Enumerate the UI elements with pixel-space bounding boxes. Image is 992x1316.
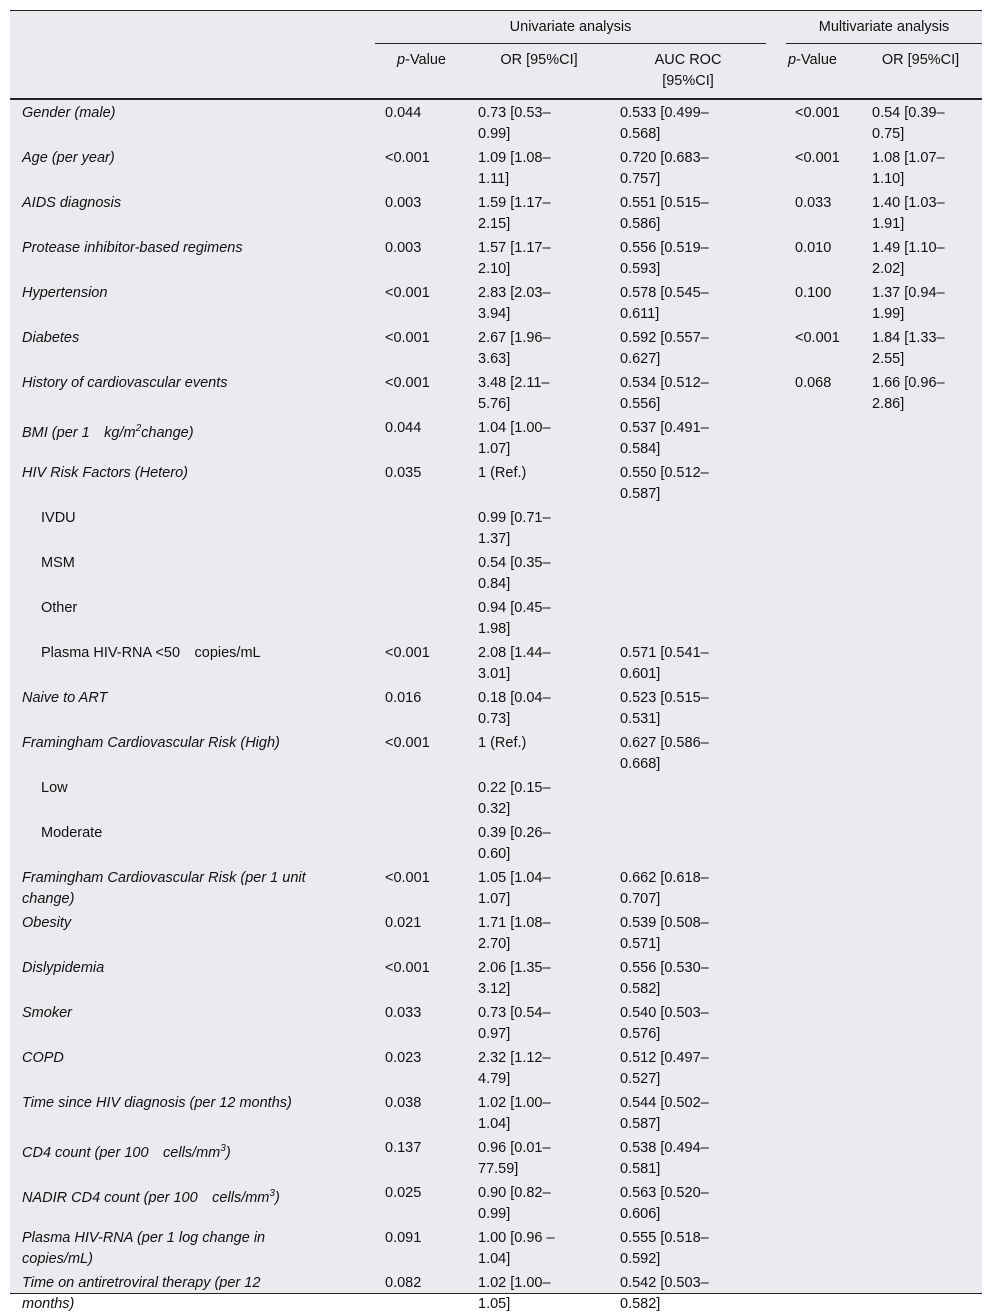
or-uni: 1.71 [1.08– 2.70] — [478, 915, 551, 952]
row-label: Framingham Cardiovascular Risk (per 1 unit change) — [22, 870, 306, 907]
auc-roc: 0.556 [0.530– 0.582] — [620, 960, 709, 997]
p-value-multi — [766, 820, 859, 865]
or-multi: 1.49 [1.10– 2.02] — [872, 240, 945, 277]
row-label: Diabetes — [22, 330, 80, 346]
table-row — [10, 1270, 982, 1316]
row-label: Plasma HIV-RNA <50 copies/mL — [41, 645, 261, 661]
auc-roc — [610, 820, 766, 865]
p-value-uni: <0.001 — [385, 870, 430, 886]
table-row — [10, 640, 982, 685]
row-label: Framingham Cardiovascular Risk (High) — [22, 735, 280, 751]
row-label: Naive to ART — [22, 690, 108, 706]
p-value-uni: 0.003 — [385, 240, 422, 256]
p-value-uni: 0.044 — [385, 420, 422, 436]
or-multi — [859, 865, 982, 910]
or-uni: 1.02 [1.00– 1.05] — [478, 1275, 551, 1312]
table-row — [10, 1000, 982, 1045]
auc-roc — [610, 775, 766, 820]
results-table — [10, 11, 982, 1316]
p-value-uni: 0.035 — [385, 465, 422, 481]
table-row — [10, 99, 982, 145]
auc-roc: 0.578 [0.545– 0.611] — [620, 285, 709, 322]
or-multi: 1.84 [1.33– 2.55] — [872, 330, 945, 367]
or-multi — [859, 1090, 982, 1135]
auc-roc: 0.523 [0.515– 0.531] — [620, 690, 709, 727]
or-uni: 1.02 [1.00– 1.04] — [478, 1095, 551, 1132]
header-p-value-uni: p-Value — [375, 44, 468, 99]
or-uni: 1.57 [1.17– 2.10] — [478, 240, 551, 277]
or-multi — [859, 460, 982, 505]
row-label: Time on antiretroviral therapy (per 12 months) — [22, 1275, 261, 1312]
p-value-uni: 0.023 — [385, 1050, 422, 1066]
p-value-uni: <0.001 — [385, 645, 430, 661]
p-value-multi — [766, 775, 859, 820]
or-multi — [859, 550, 982, 595]
p-value-uni: 0.082 — [385, 1275, 422, 1291]
row-label: Age (per year) — [22, 150, 115, 166]
or-uni: 0.22 [0.15– 0.32] — [478, 780, 551, 817]
or-uni: 0.90 [0.82– 0.99] — [478, 1185, 551, 1222]
or-uni: 1.05 [1.04– 1.07] — [478, 870, 551, 907]
auc-roc: 0.540 [0.503– 0.576] — [620, 1005, 709, 1042]
p-value-multi — [766, 1135, 859, 1180]
or-uni: 0.73 [0.53– 0.99] — [478, 105, 551, 142]
p-value-multi — [766, 685, 859, 730]
or-multi — [859, 910, 982, 955]
p-value-uni: 0.033 — [385, 1005, 422, 1021]
or-uni: 0.99 [0.71– 1.37] — [478, 510, 551, 547]
p-value-uni: 0.038 — [385, 1095, 422, 1111]
or-multi: 0.54 [0.39– 0.75] — [872, 105, 945, 142]
table-row — [10, 280, 982, 325]
table-row — [10, 1090, 982, 1135]
table-row — [10, 1045, 982, 1090]
auc-roc: 0.550 [0.512– 0.587] — [620, 465, 709, 502]
or-multi: 1.37 [0.94– 1.99] — [872, 285, 945, 322]
row-label: Plasma HIV-RNA (per 1 log change in copies/mL) — [22, 1230, 266, 1267]
or-multi — [859, 1135, 982, 1180]
p-value-uni: <0.001 — [385, 960, 430, 976]
p-value-multi — [766, 1225, 859, 1270]
or-multi — [859, 1000, 982, 1045]
p-value-uni: <0.001 — [385, 735, 430, 751]
table-row — [10, 550, 982, 595]
auc-roc: 0.556 [0.519– 0.593] — [620, 240, 709, 277]
p-value-multi: 0.033 — [795, 195, 832, 211]
p-value-multi — [766, 460, 859, 505]
or-multi: 1.08 [1.07– 1.10] — [872, 150, 945, 187]
auc-roc: 0.537 [0.491– 0.584] — [620, 420, 709, 457]
table-row — [10, 1225, 982, 1270]
p-value-uni: 0.137 — [385, 1140, 422, 1156]
header-blank — [10, 11, 375, 44]
row-label: Gender (male) — [22, 105, 116, 121]
p-value-multi — [766, 1090, 859, 1135]
or-uni: 2.06 [1.35– 3.12] — [478, 960, 551, 997]
auc-roc: 0.662 [0.618– 0.707] — [620, 870, 709, 907]
p-value-multi — [766, 910, 859, 955]
multivariate-label: Multivariate analysis — [818, 19, 950, 35]
p-value-uni: <0.001 — [385, 150, 430, 166]
table-row — [10, 820, 982, 865]
table-row — [10, 460, 982, 505]
table-row — [10, 370, 982, 415]
auc-roc: 0.533 [0.499– 0.568] — [620, 105, 709, 142]
or-uni: 0.54 [0.35– 0.84] — [478, 555, 551, 592]
row-label: Low — [41, 780, 68, 796]
auc-roc — [610, 550, 766, 595]
p-value-uni: 0.091 — [385, 1230, 422, 1246]
p-value-multi — [766, 1270, 859, 1316]
row-label: BMI (per 1 $kg/m^2change$) — [22, 423, 194, 441]
or-uni: 1.00 [0.96 – 1.04] — [478, 1230, 555, 1267]
table-row — [10, 190, 982, 235]
or-uni: 2.83 [2.03– 3.94] — [478, 285, 551, 322]
p-value-multi — [766, 550, 859, 595]
results-table-container — [10, 10, 982, 1312]
table-body — [10, 99, 982, 1316]
row-label: Hypertension — [22, 285, 108, 301]
p-value-uni — [375, 595, 468, 640]
table-row — [10, 775, 982, 820]
or-uni: 0.73 [0.54– 0.97] — [478, 1005, 551, 1042]
auc-roc: 0.534 [0.512– 0.556] — [620, 375, 709, 412]
p-value-multi: 0.010 — [795, 240, 832, 256]
row-label: History of cardiovascular events — [22, 375, 228, 391]
or-uni: 3.48 [2.11– 5.76] — [478, 375, 550, 412]
row-label: Other — [41, 600, 78, 616]
auc-roc: 0.512 [0.497– 0.527] — [620, 1050, 709, 1087]
or-uni: 0.39 [0.26– 0.60] — [478, 825, 551, 862]
header-p-value-multi: p-Value — [766, 44, 859, 99]
row-label: IVDU — [41, 510, 76, 526]
or-uni: 1.59 [1.17– 2.15] — [478, 195, 551, 232]
or-uni: 0.18 [0.04– 0.73] — [478, 690, 551, 727]
or-uni: 0.94 [0.45– 1.98] — [478, 600, 551, 637]
p-value-uni: 0.003 — [385, 195, 422, 211]
or-multi — [859, 595, 982, 640]
p-value-multi — [766, 955, 859, 1000]
or-multi — [859, 1180, 982, 1225]
or-uni: 1 (Ref.) — [478, 735, 527, 751]
p-value-uni: <0.001 — [385, 285, 430, 301]
auc-roc: 0.563 [0.520– 0.606] — [620, 1185, 709, 1222]
table-row — [10, 1180, 982, 1225]
row-label: Dislypidemia — [22, 960, 105, 976]
auc-roc: 0.538 [0.494– 0.581] — [620, 1140, 709, 1177]
or-uni: 1 (Ref.) — [478, 465, 527, 481]
table-row — [10, 730, 982, 775]
auc-roc: 0.627 [0.586– 0.668] — [620, 735, 709, 772]
p-value-multi — [766, 1045, 859, 1090]
or-multi — [859, 955, 982, 1000]
or-multi — [859, 1270, 982, 1316]
or-uni: 0.96 [0.01– 77.59] — [478, 1140, 551, 1177]
table-row — [10, 685, 982, 730]
p-value-multi — [766, 865, 859, 910]
group-header-multivariate — [766, 11, 982, 44]
p-value-multi: <0.001 — [795, 105, 840, 121]
header-variable — [10, 44, 375, 99]
or-multi — [859, 820, 982, 865]
p-value-multi — [766, 730, 859, 775]
or-multi — [859, 415, 982, 460]
or-multi — [859, 640, 982, 685]
table-row — [10, 865, 982, 910]
table-row — [10, 505, 982, 550]
or-uni: 2.67 [1.96– 3.63] — [478, 330, 551, 367]
p-value-multi — [766, 415, 859, 460]
header-auc: AUC ROC [95%CI] — [610, 44, 766, 99]
p-value-multi: 0.100 — [795, 285, 832, 301]
p-value-multi — [766, 595, 859, 640]
row-label: Smoker — [22, 1005, 72, 1021]
table-row — [10, 415, 982, 460]
p-value-multi — [766, 640, 859, 685]
row-label: Protease inhibitor-based regimens — [22, 240, 243, 256]
p-value-uni — [375, 550, 468, 595]
header-or-uni: OR [95%CI] — [468, 44, 610, 99]
or-uni: 1.09 [1.08– 1.11] — [478, 150, 551, 187]
p-value-uni — [375, 820, 468, 865]
row-label: CD4 count (per 100 cells/$mm^3$) — [22, 1143, 231, 1161]
p-value-multi: 0.068 — [795, 375, 832, 391]
p-value-uni — [375, 505, 468, 550]
auc-roc — [610, 595, 766, 640]
p-value-multi — [766, 1000, 859, 1045]
row-label: HIV Risk Factors (Hetero) — [22, 465, 188, 481]
or-uni: 2.32 [1.12– 4.79] — [478, 1050, 551, 1087]
row-label: Time since HIV diagnosis (per 12 months) — [22, 1095, 292, 1111]
auc-roc: 0.592 [0.557– 0.627] — [620, 330, 709, 367]
header-or-multi: OR [95%CI] — [859, 44, 982, 99]
p-value-multi — [766, 1180, 859, 1225]
auc-roc: 0.551 [0.515– 0.586] — [620, 195, 709, 232]
table-row — [10, 910, 982, 955]
auc-roc: 0.539 [0.508– 0.571] — [620, 915, 709, 952]
p-value-uni: 0.044 — [385, 105, 422, 121]
p-value-uni: <0.001 — [385, 375, 430, 391]
auc-roc: 0.555 [0.518– 0.592] — [620, 1230, 709, 1267]
table-row — [10, 1135, 982, 1180]
auc-roc: 0.544 [0.502– 0.587] — [620, 1095, 709, 1132]
or-multi: 1.40 [1.03– 1.91] — [872, 195, 945, 232]
table-row — [10, 145, 982, 190]
p-value-uni — [375, 775, 468, 820]
or-uni: 1.04 [1.00– 1.07] — [478, 420, 551, 457]
auc-roc: 0.542 [0.503– 0.582] — [620, 1275, 709, 1312]
or-uni: 2.08 [1.44– 3.01] — [478, 645, 551, 682]
table-row — [10, 595, 982, 640]
univariate-label: Univariate analysis — [509, 19, 632, 35]
row-label: AIDS diagnosis — [22, 195, 122, 211]
auc-roc: 0.720 [0.683– 0.757] — [620, 150, 709, 187]
row-label: Moderate — [41, 825, 103, 841]
p-value-multi — [766, 505, 859, 550]
row-label: COPD — [22, 1050, 64, 1066]
or-multi — [859, 775, 982, 820]
p-value-uni: 0.021 — [385, 915, 422, 931]
p-value-uni: 0.025 — [385, 1185, 422, 1201]
or-multi — [859, 1045, 982, 1090]
row-label: NADIR CD4 count (per 100 cells/$mm^3$) — [22, 1188, 280, 1206]
p-value-uni: 0.016 — [385, 690, 422, 706]
or-multi — [859, 685, 982, 730]
auc-roc — [610, 505, 766, 550]
table-row — [10, 235, 982, 280]
or-multi — [859, 730, 982, 775]
auc-roc: 0.571 [0.541– 0.601] — [620, 645, 709, 682]
or-multi: 1.66 [0.96– 2.86] — [872, 375, 945, 412]
p-value-multi: <0.001 — [795, 330, 840, 346]
p-value-uni: <0.001 — [385, 330, 430, 346]
group-header-univariate — [375, 11, 766, 44]
table-row — [10, 325, 982, 370]
table-row — [10, 955, 982, 1000]
row-label: Obesity — [22, 915, 72, 931]
p-value-multi: <0.001 — [795, 150, 840, 166]
row-label: MSM — [41, 555, 75, 571]
or-multi — [859, 505, 982, 550]
or-multi — [859, 1225, 982, 1270]
